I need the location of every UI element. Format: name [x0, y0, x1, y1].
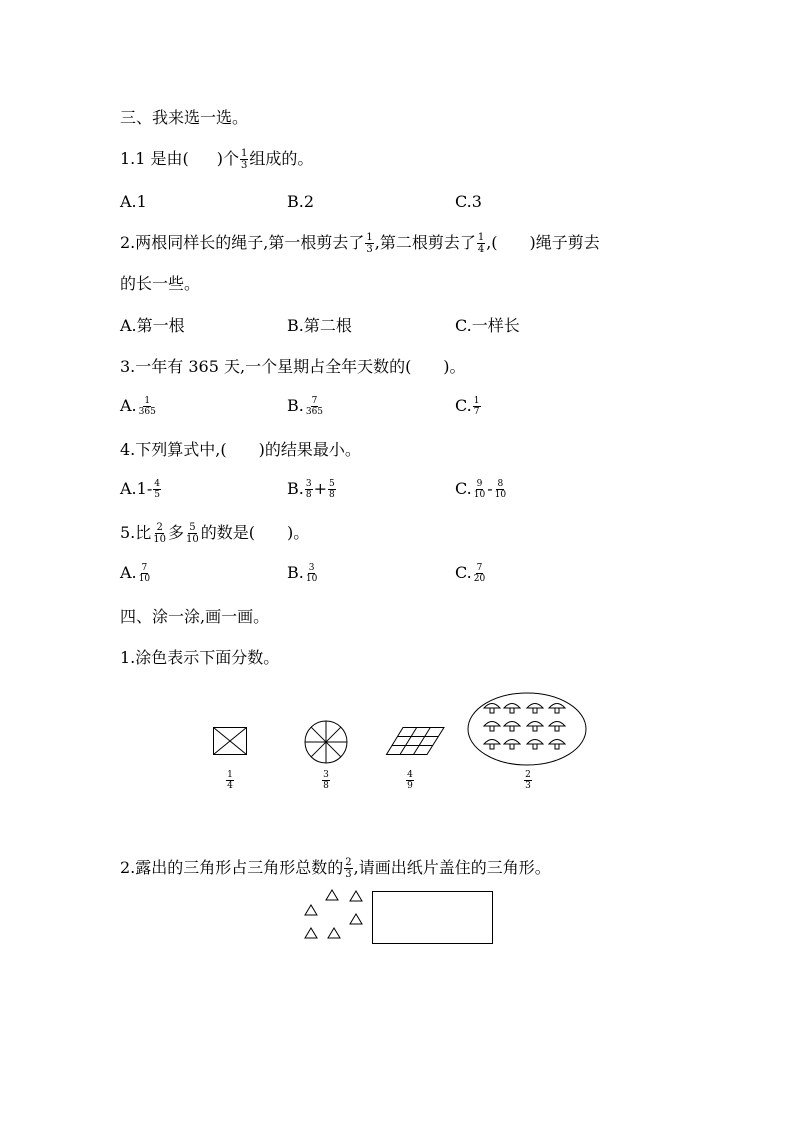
q5-option-a[interactable]: A. $\frac{7}{10}$	[120, 563, 151, 584]
mushroom-icon[interactable]	[527, 740, 543, 750]
question-4: 4.下列算式中,( )的结果最小。	[120, 440, 361, 459]
section4-question-2: 2.露出的三角形占三角形总数的 $\frac{2}{3}$ ,请画出纸片盖住的三角形。	[120, 857, 551, 880]
q4-option-b[interactable]: B. $\frac{3}{8}$ + $\frac{5}{8}$	[287, 479, 335, 500]
figure-label-grid: $\frac{4}{9}$	[407, 770, 413, 791]
mushroom-icon[interactable]	[527, 704, 543, 714]
fraction: $\frac{1}{3}$	[241, 148, 248, 171]
mushroom-icon[interactable]	[504, 704, 520, 714]
fraction: $\frac{1}{4}$	[477, 232, 485, 255]
q5-option-c[interactable]: C. $\frac{7}{20}$	[455, 563, 486, 584]
q4-option-c[interactable]: C. $\frac{9}{10}$ - $\frac{8}{10}$	[455, 479, 507, 500]
figure-label-oval: $\frac{2}{3}$	[525, 770, 531, 791]
mushroom-icon[interactable]	[549, 722, 565, 732]
q1-option-a[interactable]: A.1	[120, 192, 147, 211]
q5-option-b[interactable]: B. $\frac{3}{10}$	[287, 563, 318, 584]
mushroom-icon[interactable]	[484, 740, 500, 750]
figure-label-square: $\frac{1}{4}$	[227, 770, 233, 791]
mushroom-icon[interactable]	[549, 704, 565, 714]
parallelogram-grid-figure[interactable]	[386, 727, 446, 755]
fraction: $\frac{1}{3}$	[366, 232, 373, 255]
q1-option-b[interactable]: B.2	[287, 192, 315, 211]
q3-option-c[interactable]: C. $\frac{1}{7}$	[455, 396, 480, 417]
q3-option-b[interactable]: B. $\frac{7}{365}$	[287, 396, 324, 417]
paper-cover-rectangle[interactable]	[372, 891, 494, 945]
question-2: 2.两根同样长的绳子,第一根剪去了 $\frac{1}{3}$ ,第二根剪去了 $\frac{1}{4}$ ,( )绳子剪去	[120, 232, 600, 255]
q1-option-c[interactable]: C.3	[455, 192, 482, 211]
fraction: $\frac{2}{3}$	[345, 857, 352, 880]
q4-option-a[interactable]: A.1- $\frac{4}{5}$	[120, 479, 160, 500]
fraction: $\frac{2}{10}$	[153, 522, 167, 545]
mushroom-icon[interactable]	[504, 740, 520, 750]
figure-label-circle: $\frac{3}{8}$	[323, 770, 329, 791]
mushroom-icon[interactable]	[504, 722, 520, 732]
q2-option-a[interactable]: A.第一根	[120, 316, 185, 335]
mushroom-icon[interactable]	[549, 740, 565, 750]
square-figure[interactable]	[213, 727, 247, 755]
question-2-line2: 的长一些。	[120, 274, 201, 293]
fraction: $\frac{5}{10}$	[186, 522, 199, 545]
q2-option-b[interactable]: B.第二根	[287, 316, 352, 335]
section3-title: 三、我来选一选。	[120, 108, 249, 127]
mushroom-icon[interactable]	[484, 722, 500, 732]
mushroom-icon[interactable]	[527, 722, 543, 732]
triangles-figure	[300, 888, 370, 946]
question-1: 1.1 是由( )个 $\frac{1}{3}$ 组成的。	[120, 148, 314, 171]
section4-question-1: 1.涂色表示下面分数。	[120, 648, 280, 667]
mushroom-oval-figure[interactable]	[467, 692, 587, 766]
mushroom-icon[interactable]	[484, 704, 500, 714]
question-3: 3.一年有 365 天,一个星期占全年天数的( )。	[120, 357, 466, 376]
question-5: 5.比 $\frac{2}{10}$ 多 $\frac{5}{10}$ 的数是( )。	[120, 522, 310, 545]
q3-option-a[interactable]: A. $\frac{1}{365}$	[120, 396, 156, 417]
circle-figure[interactable]	[304, 720, 348, 764]
section4-title: 四、涂一涂,画一画。	[120, 607, 270, 626]
q2-option-c[interactable]: C.一样长	[455, 316, 520, 335]
